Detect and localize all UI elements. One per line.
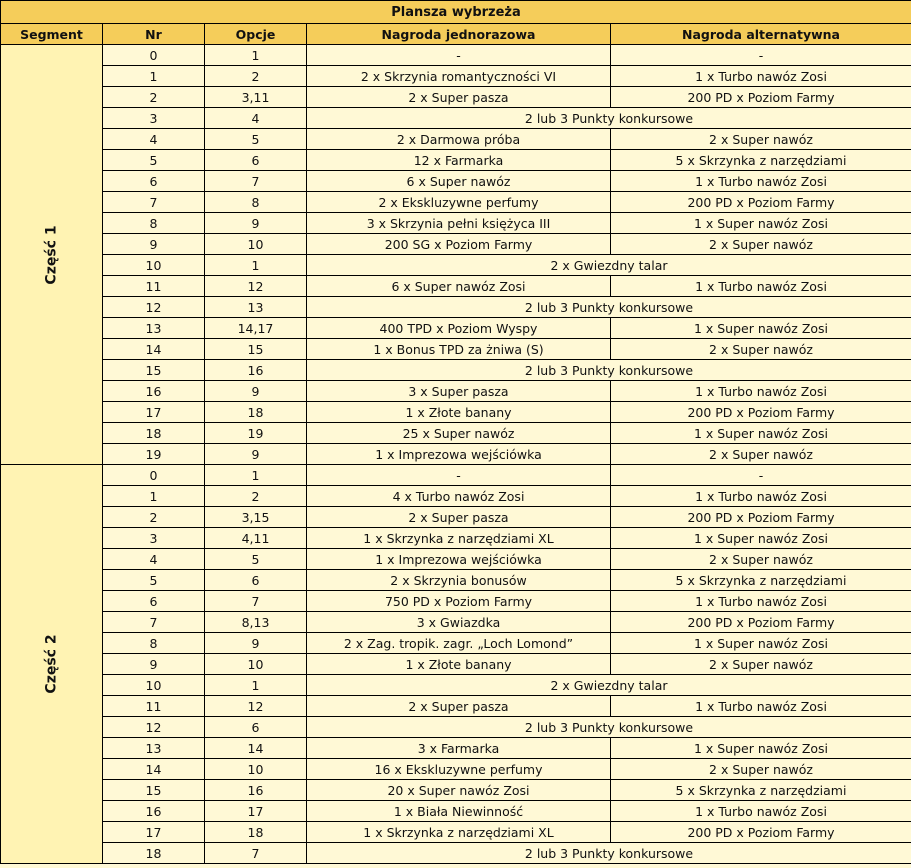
table-row [1, 360, 911, 381]
cell-nr: 11 [103, 276, 205, 297]
table-row [1, 381, 911, 402]
table-row [1, 339, 911, 360]
table-row [1, 759, 911, 780]
cell-opcje: 3,11 [205, 87, 307, 108]
header-jednorazowa: Nagroda jednorazowa [307, 24, 611, 45]
cell-nagroda-alternatywna: 1 x Turbo nawóz Zosi [611, 381, 911, 402]
cell-nagroda-jednorazowa: 1 x Imprezowa wejściówka [307, 444, 611, 465]
cell-nagroda-alternatywna: 2 x Super nawóz [611, 234, 911, 255]
segment-label [1, 45, 103, 465]
cell-nagroda-alternatywna: 1 x Super nawóz Zosi [611, 633, 911, 654]
cell-nagroda-alternatywna: 1 x Turbo nawóz Zosi [611, 66, 911, 87]
cell-opcje: 7 [205, 171, 307, 192]
segment-label [1, 465, 103, 864]
cell-nr: 14 [103, 759, 205, 780]
table-row [1, 66, 911, 87]
cell-merged-prize: 2 lub 3 Punkty konkursowe [307, 297, 911, 318]
cell-opcje: 16 [205, 360, 307, 381]
cell-nr: 1 [103, 486, 205, 507]
table-row [1, 843, 911, 864]
cell-nr: 9 [103, 234, 205, 255]
cell-nagroda-alternatywna: 2 x Super nawóz [611, 654, 911, 675]
cell-nagroda-alternatywna: 200 PD x Poziom Farmy [611, 612, 911, 633]
cell-nagroda-alternatywna: 5 x Skrzynka z narzędziami [611, 150, 911, 171]
table-row [1, 234, 911, 255]
cell-opcje: 18 [205, 402, 307, 423]
table-row [1, 780, 911, 801]
table-row [1, 318, 911, 339]
table-row [1, 192, 911, 213]
cell-nagroda-jednorazowa: 1 x Bonus TPD za żniwa (S) [307, 339, 611, 360]
table-row [1, 675, 911, 696]
cell-opcje: 7 [205, 591, 307, 612]
header-opcje: Opcje [205, 24, 307, 45]
table-row [1, 213, 911, 234]
cell-nr: 2 [103, 507, 205, 528]
cell-opcje: 7 [205, 843, 307, 864]
table-row [1, 801, 911, 822]
cell-nr: 9 [103, 654, 205, 675]
cell-nr: 15 [103, 360, 205, 381]
cell-opcje: 9 [205, 213, 307, 234]
cell-opcje: 14 [205, 738, 307, 759]
cell-merged-prize: 2 x Gwiezdny talar [307, 255, 911, 276]
cell-opcje: 19 [205, 423, 307, 444]
cell-opcje: 9 [205, 633, 307, 654]
cell-nagroda-alternatywna: 200 PD x Poziom Farmy [611, 402, 911, 423]
cell-nr: 18 [103, 423, 205, 444]
table-row [1, 717, 911, 738]
table-row [1, 549, 911, 570]
cell-nr: 18 [103, 843, 205, 864]
cell-nagroda-alternatywna: 200 PD x Poziom Farmy [611, 192, 911, 213]
cell-nagroda-jednorazowa: 20 x Super nawóz Zosi [307, 780, 611, 801]
table-row [1, 612, 911, 633]
cell-opcje: 1 [205, 675, 307, 696]
table-row [1, 87, 911, 108]
cell-nr: 5 [103, 150, 205, 171]
cell-nr: 12 [103, 297, 205, 318]
cell-opcje: 1 [205, 45, 307, 66]
table-row [1, 108, 911, 129]
table-row [1, 129, 911, 150]
cell-opcje: 9 [205, 444, 307, 465]
cell-nr: 4 [103, 549, 205, 570]
cell-nagroda-alternatywna: 1 x Turbo nawóz Zosi [611, 801, 911, 822]
table-row [1, 423, 911, 444]
cell-nagroda-alternatywna: 1 x Turbo nawóz Zosi [611, 696, 911, 717]
cell-opcje: 12 [205, 696, 307, 717]
table-body [1, 45, 911, 864]
cell-merged-prize: 2 lub 3 Punkty konkursowe [307, 360, 911, 381]
segment-label-text: Część 2 [43, 634, 60, 694]
table-row [1, 297, 911, 318]
cell-nr: 16 [103, 381, 205, 402]
cell-nr: 17 [103, 822, 205, 843]
cell-nagroda-jednorazowa: 2 x Darmowa próba [307, 129, 611, 150]
cell-nagroda-jednorazowa: 2 x Super pasza [307, 507, 611, 528]
table-title: Plansza wybrzeża [1, 1, 911, 24]
cell-nr: 11 [103, 696, 205, 717]
cell-opcje: 10 [205, 759, 307, 780]
cell-nagroda-jednorazowa: 4 x Turbo nawóz Zosi [307, 486, 611, 507]
cell-nagroda-jednorazowa: 1 x Złote banany [307, 402, 611, 423]
cell-nagroda-jednorazowa: 1 x Biała Niewinność [307, 801, 611, 822]
cell-nagroda-jednorazowa: 3 x Skrzynia pełni księżyca III [307, 213, 611, 234]
cell-nagroda-alternatywna: 1 x Turbo nawóz Zosi [611, 591, 911, 612]
cell-nagroda-jednorazowa: 1 x Skrzynka z narzędziami XL [307, 822, 611, 843]
cell-opcje: 15 [205, 339, 307, 360]
cell-nr: 7 [103, 612, 205, 633]
cell-opcje: 4,11 [205, 528, 307, 549]
cell-nagroda-alternatywna: 200 PD x Poziom Farmy [611, 822, 911, 843]
table-row [1, 507, 911, 528]
header-segment: Segment [1, 24, 103, 45]
cell-nagroda-alternatywna: 1 x Turbo nawóz Zosi [611, 486, 911, 507]
cell-opcje: 1 [205, 465, 307, 486]
cell-nagroda-alternatywna: 1 x Super nawóz Zosi [611, 738, 911, 759]
cell-nagroda-jednorazowa: 1 x Imprezowa wejściówka [307, 549, 611, 570]
cell-nr: 10 [103, 675, 205, 696]
cell-nagroda-jednorazowa: 2 x Super pasza [307, 87, 611, 108]
cell-nagroda-jednorazowa: - [307, 45, 611, 66]
cell-nr: 7 [103, 192, 205, 213]
cell-nr: 6 [103, 171, 205, 192]
cell-nagroda-alternatywna: 5 x Skrzynka z narzędziami [611, 570, 911, 591]
cell-opcje: 2 [205, 486, 307, 507]
cell-nr: 19 [103, 444, 205, 465]
cell-nr: 14 [103, 339, 205, 360]
cell-nagroda-jednorazowa: 750 PD x Poziom Farmy [307, 591, 611, 612]
cell-nagroda-alternatywna: 5 x Skrzynka z narzędziami [611, 780, 911, 801]
cell-nagroda-jednorazowa: 1 x Złote banany [307, 654, 611, 675]
cell-opcje: 1 [205, 255, 307, 276]
cell-nr: 6 [103, 591, 205, 612]
cell-merged-prize: 2 lub 3 Punkty konkursowe [307, 843, 911, 864]
header-row [1, 24, 911, 45]
cell-nagroda-jednorazowa: 6 x Super nawóz Zosi [307, 276, 611, 297]
table-row [1, 570, 911, 591]
cell-nagroda-alternatywna: 2 x Super nawóz [611, 759, 911, 780]
cell-merged-prize: 2 lub 3 Punkty konkursowe [307, 717, 911, 738]
cell-opcje: 3,15 [205, 507, 307, 528]
cell-nr: 1 [103, 66, 205, 87]
cell-nagroda-alternatywna: 2 x Super nawóz [611, 549, 911, 570]
cell-opcje: 17 [205, 801, 307, 822]
cell-opcje: 18 [205, 822, 307, 843]
table-row [1, 696, 911, 717]
cell-nr: 4 [103, 129, 205, 150]
cell-nr: 3 [103, 528, 205, 549]
cell-nagroda-alternatywna: 200 PD x Poziom Farmy [611, 507, 911, 528]
table-row [1, 633, 911, 654]
table-row [1, 528, 911, 549]
cell-opcje: 10 [205, 654, 307, 675]
cell-nr: 13 [103, 318, 205, 339]
cell-nagroda-jednorazowa: 12 x Farmarka [307, 150, 611, 171]
cell-nagroda-jednorazowa: 25 x Super nawóz [307, 423, 611, 444]
cell-nr: 8 [103, 213, 205, 234]
table-row [1, 738, 911, 759]
cell-nagroda-alternatywna: 1 x Super nawóz Zosi [611, 423, 911, 444]
cell-nr: 8 [103, 633, 205, 654]
cell-opcje: 14,17 [205, 318, 307, 339]
cell-opcje: 4 [205, 108, 307, 129]
cell-opcje: 12 [205, 276, 307, 297]
cell-nagroda-jednorazowa: 6 x Super nawóz [307, 171, 611, 192]
segment-label-text: Część 1 [43, 224, 60, 285]
cell-opcje: 6 [205, 150, 307, 171]
cell-nagroda-jednorazowa: 2 x Zag. tropik. zagr. „Loch Lomond” [307, 633, 611, 654]
cell-nr: 13 [103, 738, 205, 759]
cell-opcje: 6 [205, 717, 307, 738]
cell-nagroda-alternatywna: 2 x Super nawóz [611, 129, 911, 150]
table-row [1, 591, 911, 612]
table-row [1, 276, 911, 297]
table-row [1, 444, 911, 465]
cell-merged-prize: 2 x Gwiezdny talar [307, 675, 911, 696]
cell-nagroda-jednorazowa: 3 x Gwiazdka [307, 612, 611, 633]
cell-nr: 17 [103, 402, 205, 423]
cell-nagroda-alternatywna: 1 x Super nawóz Zosi [611, 213, 911, 234]
cell-nagroda-jednorazowa: 2 x Skrzynia bonusów [307, 570, 611, 591]
cell-opcje: 8,13 [205, 612, 307, 633]
header-nr: Nr [103, 24, 205, 45]
cell-nagroda-alternatywna: 1 x Super nawóz Zosi [611, 318, 911, 339]
table-row [1, 822, 911, 843]
cell-opcje: 8 [205, 192, 307, 213]
table-row [1, 465, 911, 486]
cell-opcje: 6 [205, 570, 307, 591]
cell-nagroda-jednorazowa: 3 x Super pasza [307, 381, 611, 402]
cell-nagroda-jednorazowa: 2 x Ekskluzywne perfumy [307, 192, 611, 213]
cell-nagroda-jednorazowa: 3 x Farmarka [307, 738, 611, 759]
cell-opcje: 16 [205, 780, 307, 801]
cell-nagroda-alternatywna: 200 PD x Poziom Farmy [611, 87, 911, 108]
cell-nagroda-alternatywna: 1 x Turbo nawóz Zosi [611, 171, 911, 192]
cell-opcje: 13 [205, 297, 307, 318]
cell-opcje: 5 [205, 129, 307, 150]
table-row [1, 255, 911, 276]
table-row [1, 486, 911, 507]
cell-nr: 3 [103, 108, 205, 129]
cell-nagroda-jednorazowa: 2 x Super pasza [307, 696, 611, 717]
cell-nagroda-alternatywna: - [611, 45, 911, 66]
cell-nr: 0 [103, 465, 205, 486]
table-row [1, 654, 911, 675]
cell-merged-prize: 2 lub 3 Punkty konkursowe [307, 108, 911, 129]
cell-nr: 12 [103, 717, 205, 738]
cell-opcje: 5 [205, 549, 307, 570]
cell-nagroda-jednorazowa: 400 TPD x Poziom Wyspy [307, 318, 611, 339]
cell-nr: 10 [103, 255, 205, 276]
cell-opcje: 10 [205, 234, 307, 255]
table-row [1, 150, 911, 171]
cell-nagroda-alternatywna: 2 x Super nawóz [611, 444, 911, 465]
cell-nagroda-jednorazowa: 2 x Skrzynia romantyczności VI [307, 66, 611, 87]
cell-nr: 15 [103, 780, 205, 801]
cell-nr: 16 [103, 801, 205, 822]
cell-nagroda-jednorazowa: - [307, 465, 611, 486]
cell-nr: 2 [103, 87, 205, 108]
cell-opcje: 2 [205, 66, 307, 87]
table-row [1, 45, 911, 66]
table-row [1, 171, 911, 192]
cell-nagroda-alternatywna: 2 x Super nawóz [611, 339, 911, 360]
cell-nr: 5 [103, 570, 205, 591]
cell-nagroda-jednorazowa: 16 x Ekskluzywne perfumy [307, 759, 611, 780]
header-alternatywna: Nagroda alternatywna [611, 24, 911, 45]
cell-nagroda-alternatywna: - [611, 465, 911, 486]
cell-nr: 0 [103, 45, 205, 66]
cell-nagroda-alternatywna: 1 x Super nawóz Zosi [611, 528, 911, 549]
cell-nagroda-alternatywna: 1 x Turbo nawóz Zosi [611, 276, 911, 297]
cell-nagroda-jednorazowa: 200 SG x Poziom Farmy [307, 234, 611, 255]
table-row [1, 402, 911, 423]
cell-nagroda-jednorazowa: 1 x Skrzynka z narzędziami XL [307, 528, 611, 549]
cell-opcje: 9 [205, 381, 307, 402]
